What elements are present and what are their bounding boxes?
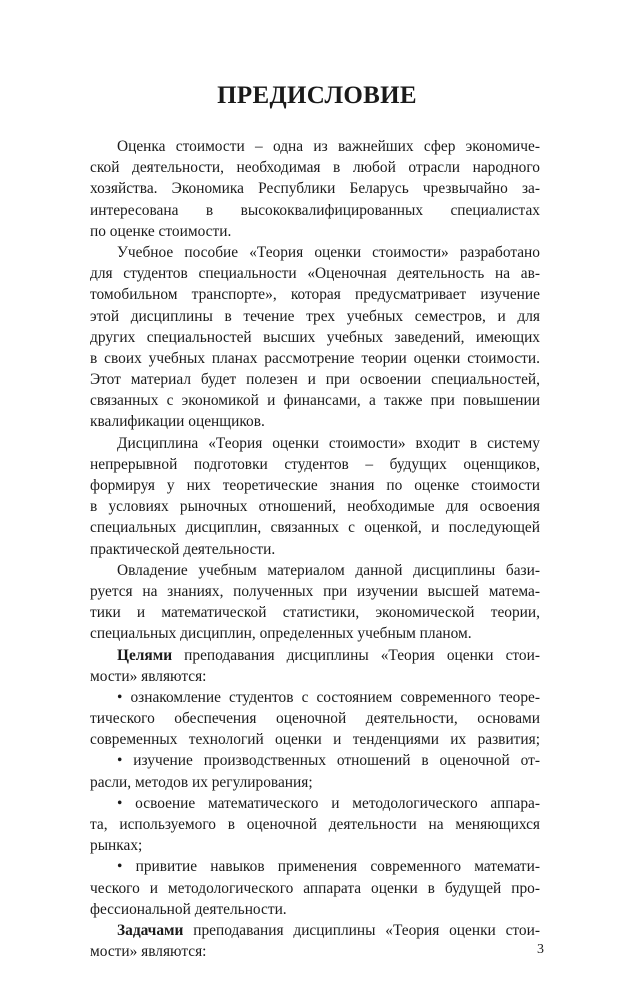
page-title: ПРЕДИСЛОВИЕ [217, 82, 417, 109]
text-line: Овладение учебным материалом данной дисциплины бази- [117, 561, 540, 579]
text-line: современных технологий оценки и тенденциями их развития; [90, 731, 540, 749]
text-line: Дисциплина «Теория оценки стоимости» входит в систему [117, 434, 540, 452]
text-line: рынках; [90, 837, 143, 855]
bullet-line: • освоение математического и методологического аппара- [117, 794, 540, 812]
text-line [90, 920, 540, 941]
text-line: непрерывной подготовки студентов – будущих оценщиков, [90, 455, 540, 473]
text-fragment: преподавания дисциплины «Теория оценки стои- [184, 646, 540, 664]
bullet-line: • ознакомление студентов с состоянием современного теоре- [117, 688, 540, 706]
text-line: томобильном транспорте», которая предусматривает изучение [90, 286, 540, 304]
bullet-line: • изучение производственных отношений в оценочной от- [117, 752, 540, 770]
text-line: хозяйства. Экономика Республики Беларусь чрезвычайно за- [90, 180, 540, 198]
text-line: квалификации оценщиков. [90, 413, 265, 431]
text-line: по оценке стоимости. [90, 222, 232, 240]
text-line: ской деятельности, необходимая в любой отрасли народного [90, 159, 540, 177]
text-fragment: преподавания дисциплины «Теория оценки стои- [193, 921, 540, 939]
text-line: практической деятельности. [90, 540, 276, 558]
bold-term-goals: Целями [117, 646, 173, 664]
text-line: мости» являются: [90, 943, 207, 961]
text-line: Этот материал будет полезен и при освоении специальностей, [90, 371, 540, 389]
text-line: тического обеспечения оценочной деятельности, основами [90, 710, 540, 728]
text-line: расли, методов их регулирования; [90, 773, 313, 791]
text-line: Учебное пособие «Теория оценки стоимости» разработано [117, 243, 540, 261]
text-line: Оценка стоимости – одна из важнейших сфер экономиче- [117, 138, 540, 155]
text-line: в условиях рыночных отношений, необходимые для освоения [90, 498, 540, 516]
text-line: формируя у них теоретические знания по оценке стоимости [90, 477, 540, 494]
text-line: других специальностей высших учебных заведений, имеющих [90, 328, 540, 346]
text-line: в своих учебных планах рассмотрение теории оценки стоимости. [90, 349, 540, 367]
text-line: связанных с экономикой и финансами, а также при повышении [90, 392, 540, 410]
text-line: фессиональной деятельности. [90, 900, 287, 918]
page-number: 3 [537, 942, 544, 957]
text-line: тики и математической статистики, экономической теории, [90, 604, 540, 622]
body-text [90, 136, 540, 962]
text-line: ческого и методологического аппарата оценки в будущей про- [90, 879, 540, 897]
text-line: руется на знаниях, полученных при изучении высшей матема- [90, 582, 540, 600]
text-line: специальных дисциплин, определенных учебным планом. [90, 625, 472, 643]
text-line: специальных дисциплин, связанных с оценкой, и последующей [90, 519, 540, 537]
text-line: для студентов специальности «Оценочная деятельность на ав- [90, 265, 540, 283]
text-line: интересована в высококвалифицированных специалистах [90, 201, 540, 219]
bold-term-tasks: Задачами [117, 921, 184, 939]
text-line: мости» являются: [90, 667, 207, 685]
text-line: этой дисциплины в течение трех учебных семестров, и для [90, 307, 540, 325]
text-line [90, 645, 540, 666]
bullet-line: • привитие навыков применения современного математи- [117, 858, 540, 876]
text-line: та, используемого в оценочной деятельности на меняющихся [90, 816, 540, 833]
